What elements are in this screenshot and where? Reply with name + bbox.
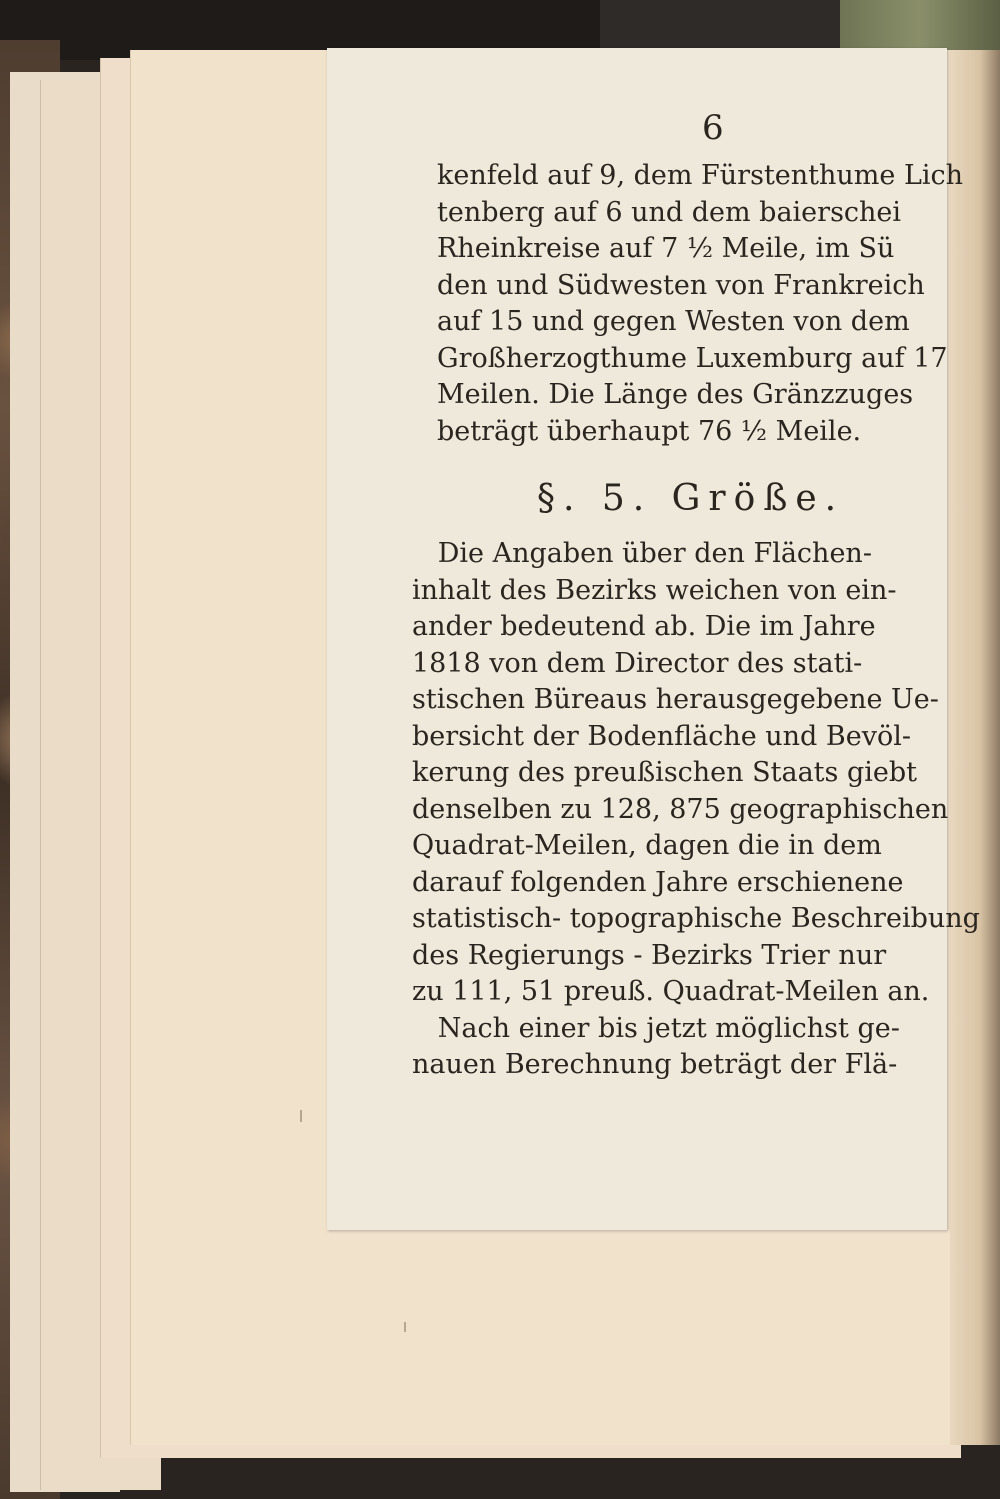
- book-edge-green: [840, 0, 1000, 52]
- section-heading: §. 5. Größe.: [537, 478, 845, 519]
- book-spine-cloth: [600, 0, 840, 50]
- text-paragraph-2: Die Angaben über den Flächen- inhalt des Bezirks weichen von ein- ander bedeutend ab. Die im Jahre 1818 von dem Director des stati- stischen Büreaus herausgegebene Ue- bersicht der Bodenfläche und Bevöl- kerung des preußischen Staats giebt denselben zu 128, 875 geographischen Quadrat-Meilen, dagen die in dem darauf folgenden Jahre erschienene statistisch- topographische Beschreibung des Regierungs - Bezirks Trier nur zu 111, 51 preuß. Quadrat-Meilen an. Nach einer bis jetzt möglichst ge- nauen Berechnung beträgt der Flä-: [412, 538, 980, 1080]
- paper-fleck: [300, 1110, 302, 1122]
- page-number: 6: [702, 108, 724, 148]
- text-paragraph-1: kenfeld auf 9, dem Fürstenthume Lich tenberg auf 6 und dem baierschei Rheinkreise auf 7 ½ Meile, im Sü den und Südwesten von Frankreich auf 15 und gegen Westen von dem Großherzogthume Luxemburg auf 17 Meilen. Die Länge des Gränzzuges beträgt überhaupt 76 ½ Meile.: [437, 160, 964, 447]
- paper-fleck: [404, 1322, 406, 1332]
- pasted-text-slip: [327, 48, 980, 1230]
